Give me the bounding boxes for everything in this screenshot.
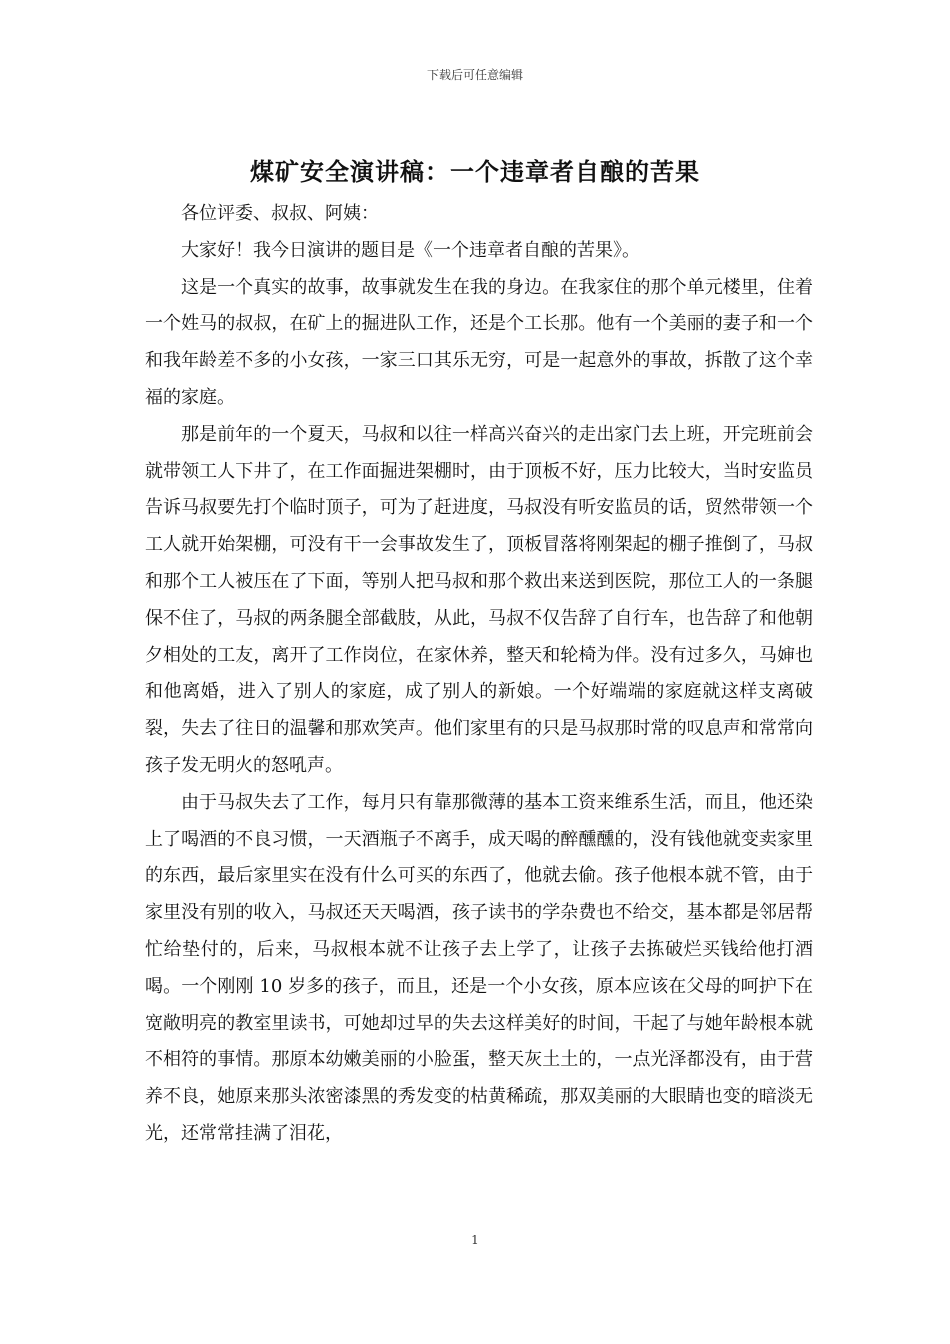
salutation-paragraph: 各位评委、叔叔、阿姨： bbox=[181, 203, 379, 224]
document-body bbox=[145, 196, 813, 1153]
body-paragraph: 这是一个真实的故事，故事就发生在我的身边。在我家住的那个单元楼里，住着一个姓马的叔叔，在矿上的掘进队工作，还是个工长那。他有一个美丽的妻子和一个和我年龄差不多的小女孩，一家三口其乐无穷，可是一起意外的事故，拆散了这个幸福的家庭。 bbox=[145, 276, 813, 408]
body-paragraph: 由于马叔失去了工作，每月只有靠那微薄的基本工资来维系生活，而且，他还染上了喝酒的不良习惯，一天酒瓶子不离手，成天喝的醉醺醺的，没有钱他就变卖家里的东西，最后家里实在没有什么可买的东西了，他就去偷。孩子他根本就不管，由于家里没有别的收入，马叔还天天喝酒，孩子读书的学杂费也不给交，基本都是邻居帮忙给垫付的，后来，马叔根本就不让孩子去上学了，让孩子去拣破烂买钱给他打酒喝。一个刚刚 10 岁多的孩子，而且，还是一个小女孩，原本应该在父母的呵护下在宽敞明亮的教室里读书，可她却过早的失去这样美好的时间，干起了与她年龄根本就不相符的事情。那原本幼嫩美丽的小脸蛋，整天灰土土的，一点光泽都没有，由于营养不良，她原来那头浓密漆黑的秀发变的枯黄稀疏，那双美丽的大眼睛也变的暗淡无光，还常常挂满了泪花， bbox=[145, 791, 813, 1144]
body-paragraph: 那是前年的一个夏天，马叔和以往一样高兴奋兴的走出家门去上班，开完班前会就带领工人下井了，在工作面掘进架棚时，由于顶板不好，压力比较大，当时安监员告诉马叔要先打个临时顶子，可为了赶进度，马叔没有听安监员的话，贸然带领一个工人就开始架棚，可没有干一会事故发生了，顶板冒落将刚架起的棚子推倒了，马叔和那个工人被压在了下面，等别人把马叔和那个救出来送到医院，那位工人的一条腿保不住了，马叔的两条腿全部截肢，从此，马叔不仅告辞了自行车，也告辞了和他朝夕相处的工友，离开了工作岗位，在家休养，整天和轮椅为伴。没有过多久，马婶也和他离婚，进入了别人的家庭，成了别人的新娘。一个好端端的家庭就这样支离破裂，失去了往日的温馨和那欢笑声。他们家里有的只是马叔那时常的叹息声和常常向孩子发无明火的怒吼声。 bbox=[145, 423, 813, 776]
document-title: 煤矿安全演讲稿：一个违章者自酿的苦果 bbox=[250, 157, 700, 186]
page-number: 1 bbox=[471, 1233, 479, 1247]
header-note: 下载后可任意编辑 bbox=[426, 68, 523, 82]
greeting-paragraph: 大家好！我今日演讲的题目是《一个违章者自酿的苦果》。 bbox=[181, 239, 640, 261]
